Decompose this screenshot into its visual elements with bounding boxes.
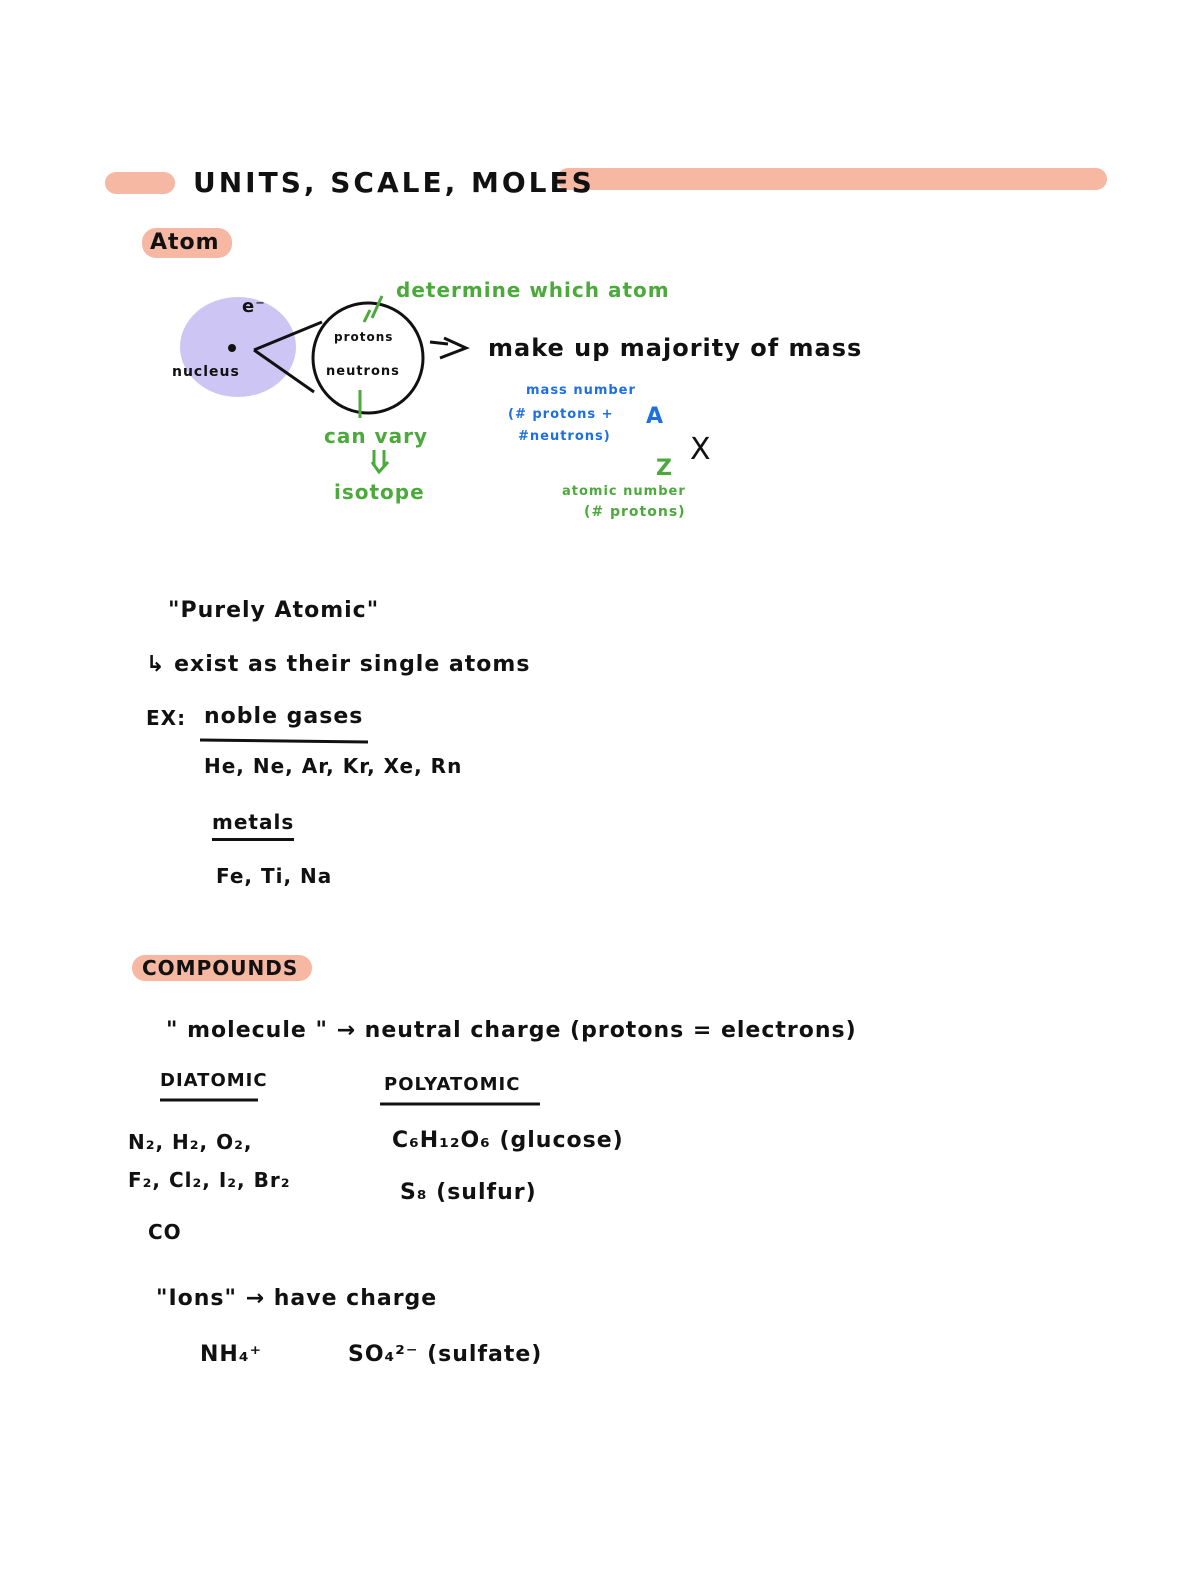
arrow-mass-icon — [430, 338, 466, 358]
can-vary-note: can vary — [324, 424, 428, 448]
diatomic-line-1: N₂, H₂, O₂, — [128, 1130, 253, 1154]
protons-label: protons — [334, 330, 394, 344]
ion-sulfate: SO₄²⁻ (sulfate) — [348, 1342, 543, 1367]
diatomic-line-2: F₂, Cl₂, I₂, Br₂ — [128, 1168, 291, 1192]
mass-number-label: mass number — [526, 383, 636, 398]
diatomic-label: DIATOMIC — [160, 1070, 268, 1091]
nucleus-label: nucleus — [172, 364, 240, 380]
noble-gases-list: He, Ne, Ar, Kr, Xe, Rn — [204, 754, 463, 778]
determine-note: determine which atom — [396, 278, 670, 302]
isotope-note: isotope — [334, 480, 425, 504]
polyatomic-label: POLYATOMIC — [384, 1074, 521, 1095]
nucleus-dot — [228, 344, 236, 352]
polyatomic-line-2: S₈ (sulfur) — [400, 1180, 537, 1205]
mass-note: make up majority of mass — [488, 334, 863, 362]
metals-list: Fe, Ti, Na — [216, 864, 333, 888]
symbol-x: X — [690, 432, 712, 467]
green-check-icon — [364, 296, 382, 322]
compounds-heading: COMPOUNDS — [142, 956, 299, 980]
ex-label: EX: — [146, 706, 187, 730]
atom-heading: Atom — [150, 230, 220, 255]
ion-ammonium: NH₄⁺ — [200, 1342, 263, 1367]
title-highlight-left — [105, 172, 175, 194]
molecule-line: " molecule " → neutral charge (protons = electrons) — [166, 1018, 857, 1043]
title-highlight-right — [557, 168, 1107, 190]
zoom-circle — [313, 303, 423, 413]
diatomic-line-3: CO — [148, 1220, 182, 1244]
symbol-a: A — [646, 404, 665, 429]
ions-line: "Ions" → have charge — [156, 1286, 438, 1311]
purely-atomic-desc: ↳ exist as their single atoms — [146, 652, 531, 677]
noble-gases-label: noble gases — [204, 704, 364, 729]
page-title: UNITS, SCALE, MOLES — [193, 166, 595, 199]
atomic-number-formula: (# protons) — [584, 504, 686, 520]
purely-atomic-title: "Purely Atomic" — [168, 598, 380, 623]
metals-label: metals — [212, 810, 294, 841]
mass-number-formula-2: #neutrons) — [518, 429, 611, 444]
noble-underline — [200, 740, 368, 742]
polyatomic-line-1: C₆H₁₂O₆ (glucose) — [392, 1128, 624, 1153]
nucleus-blob — [180, 297, 296, 397]
neutrons-label: neutrons — [326, 364, 400, 379]
green-down-arrow-icon — [372, 450, 388, 472]
symbol-z: Z — [656, 456, 673, 481]
mass-number-formula-1: (# protons + — [508, 407, 614, 422]
atomic-number-label: atomic number — [562, 484, 686, 499]
electron-label: e⁻ — [242, 296, 266, 317]
